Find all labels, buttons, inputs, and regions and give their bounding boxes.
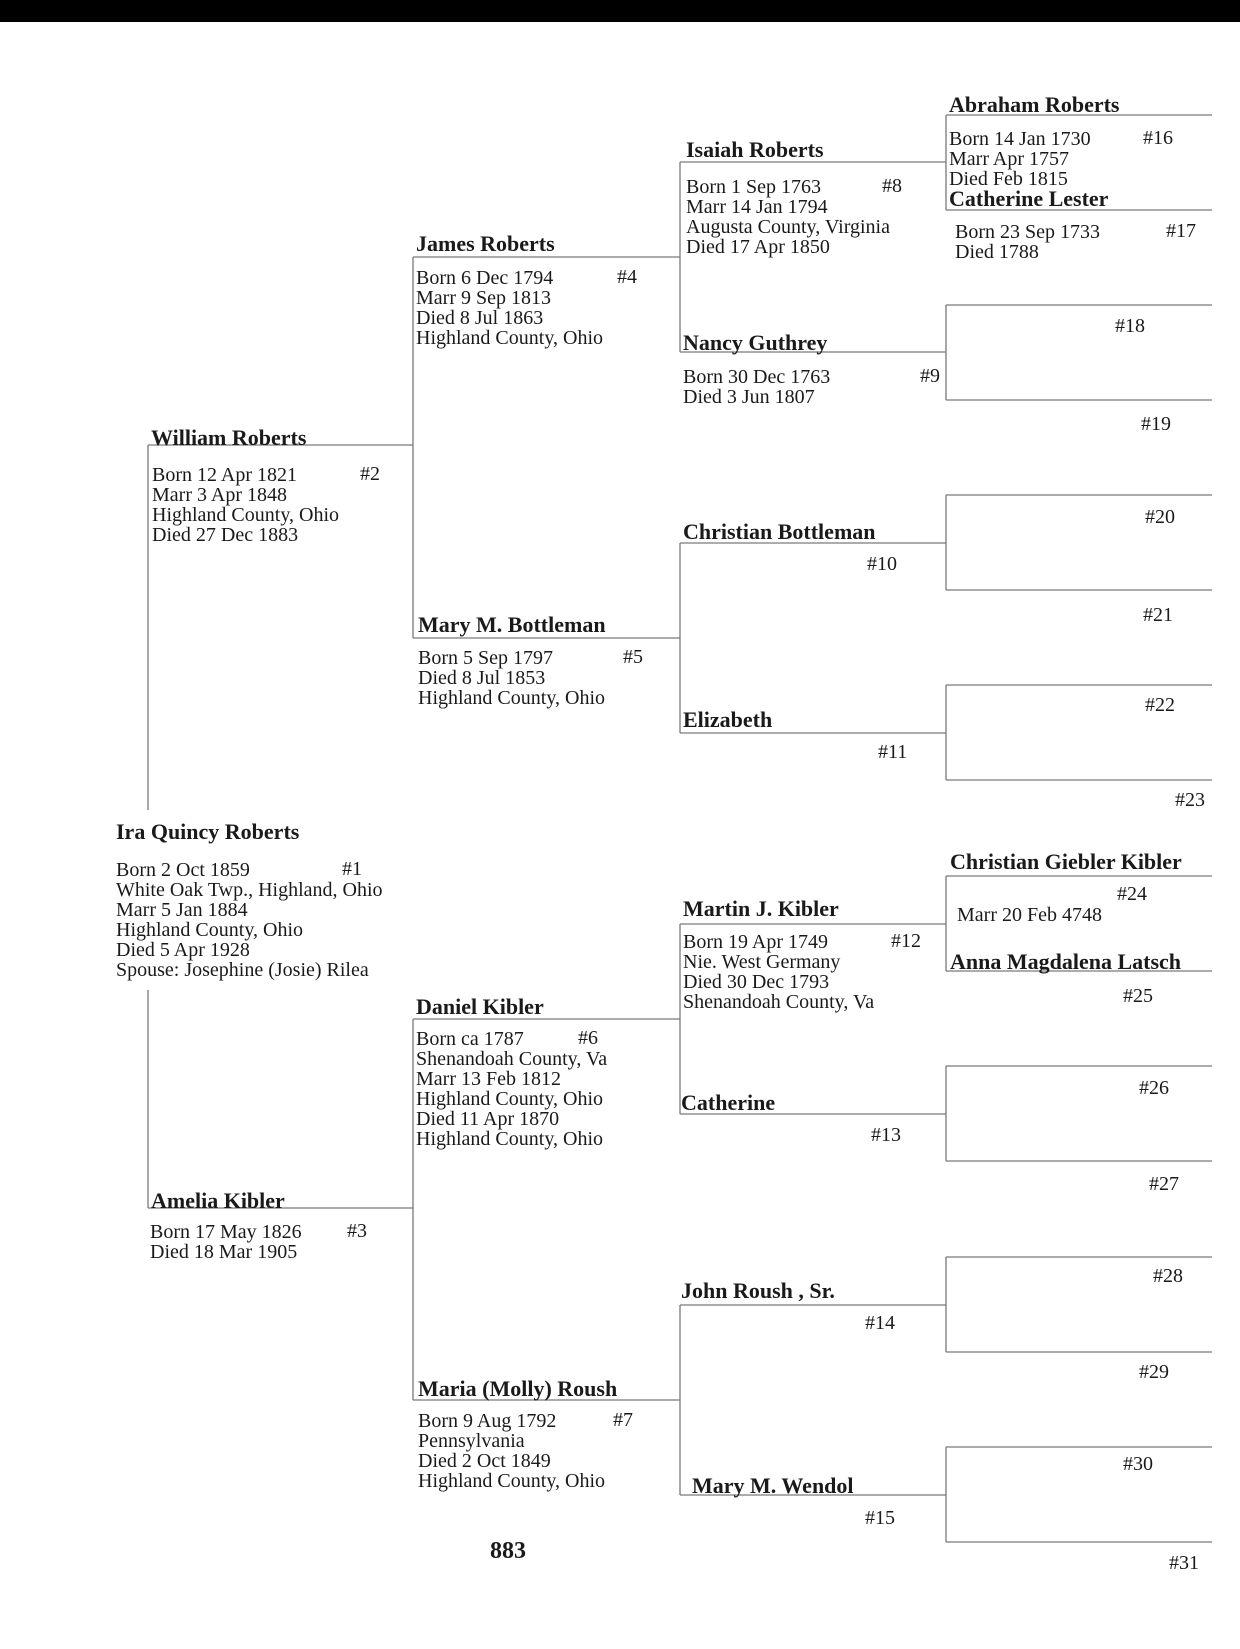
person-6-marriage-place: Highland County, Ohio bbox=[416, 1088, 604, 1110]
person-25-number: #25 bbox=[1123, 985, 1153, 1007]
person-16-number: #16 bbox=[1143, 127, 1173, 149]
person-10-number: #10 bbox=[867, 553, 897, 575]
person-1-died: Died 5 Apr 1928 bbox=[116, 939, 250, 961]
slot-20-number: #20 bbox=[1145, 506, 1175, 528]
slot-30-number: #30 bbox=[1123, 1453, 1153, 1475]
person-12-birthplace: Nie. West Germany bbox=[683, 951, 841, 973]
person-6-born: Born ca 1787 bbox=[416, 1028, 524, 1050]
person-1-name: Ira Quincy Roberts bbox=[116, 819, 300, 844]
slot-26-number: #26 bbox=[1139, 1077, 1169, 1099]
person-16-name: Abraham Roberts bbox=[949, 92, 1120, 117]
person-6-married: Marr 13 Feb 1812 bbox=[416, 1068, 561, 1090]
person-12-born: Born 19 Apr 1749 bbox=[683, 931, 828, 953]
person-24-married: Marr 20 Feb 4748 bbox=[957, 904, 1102, 926]
person-1-married: Marr 5 Jan 1884 bbox=[116, 899, 248, 921]
person-24-name: Christian Giebler Kibler bbox=[950, 849, 1182, 874]
person-16-married: Marr Apr 1757 bbox=[949, 148, 1069, 170]
person-11-number: #11 bbox=[878, 741, 908, 763]
person-8-number: #8 bbox=[882, 175, 902, 197]
person-17-name: Catherine Lester bbox=[949, 186, 1109, 211]
slot-19-number: #19 bbox=[1141, 413, 1171, 435]
person-1-spouse: Spouse: Josephine (Josie) Rilea bbox=[116, 959, 369, 981]
page-number: 883 bbox=[490, 1538, 526, 1564]
slot-18-number: #18 bbox=[1115, 315, 1145, 337]
person-2-name: William Roberts bbox=[151, 425, 307, 450]
person-2-died: Died 27 Dec 1883 bbox=[152, 524, 299, 546]
person-15-number: #15 bbox=[865, 1507, 895, 1529]
person-5-death-place: Highland County, Ohio bbox=[418, 687, 606, 709]
person-4-born: Born 6 Dec 1794 bbox=[416, 267, 554, 289]
person-6-death-place: Highland County, Ohio bbox=[416, 1128, 604, 1150]
person-16-died: Died Feb 1815 bbox=[949, 168, 1068, 190]
person-17-born: Born 23 Sep 1733 bbox=[955, 221, 1100, 243]
person-5-born: Born 5 Sep 1797 bbox=[418, 647, 553, 669]
person-1-born: Born 2 Oct 1859 bbox=[116, 859, 250, 881]
person-7-birthplace: Pennsylvania bbox=[418, 1430, 525, 1452]
slot-22-number: #22 bbox=[1145, 694, 1175, 716]
person-1-number: #1 bbox=[342, 858, 362, 880]
person-11-name: Elizabeth bbox=[683, 707, 773, 732]
slot-28-number: #28 bbox=[1153, 1265, 1183, 1287]
slot-27-number: #27 bbox=[1149, 1173, 1179, 1195]
person-3-died: Died 18 Mar 1905 bbox=[150, 1241, 298, 1263]
person-8-name: Isaiah Roberts bbox=[686, 137, 824, 162]
person-2-marriage-place: Highland County, Ohio bbox=[152, 504, 340, 526]
person-25-name: Anna Magdalena Latsch bbox=[950, 949, 1182, 974]
person-4-number: #4 bbox=[617, 266, 637, 288]
person-15-name: Mary M. Wendol bbox=[692, 1473, 854, 1498]
slot-23-number: #23 bbox=[1175, 789, 1205, 811]
person-17-number: #17 bbox=[1166, 220, 1196, 242]
person-8-born: Born 1 Sep 1763 bbox=[686, 176, 821, 198]
person-7-death-place: Highland County, Ohio bbox=[418, 1470, 606, 1492]
person-9-name: Nancy Guthrey bbox=[683, 330, 828, 355]
person-6-died: Died 11 Apr 1870 bbox=[416, 1108, 560, 1130]
person-7-died: Died 2 Oct 1849 bbox=[418, 1450, 551, 1472]
person-7-number: #7 bbox=[613, 1409, 633, 1431]
person-13-number: #13 bbox=[871, 1124, 901, 1146]
person-14-name: John Roush , Sr. bbox=[681, 1278, 835, 1303]
person-13-name: Catherine bbox=[681, 1090, 776, 1115]
person-12-number: #12 bbox=[891, 930, 921, 952]
slot-21-number: #21 bbox=[1143, 604, 1173, 626]
person-3-born: Born 17 May 1826 bbox=[150, 1221, 302, 1243]
person-4-married: Marr 9 Sep 1813 bbox=[416, 287, 551, 309]
person-6-birthplace: Shenandoah County, Va bbox=[416, 1048, 608, 1070]
person-4-death-place: Highland County, Ohio bbox=[416, 327, 604, 349]
person-12-died: Died 30 Dec 1793 bbox=[683, 971, 830, 993]
person-7-born: Born 9 Aug 1792 bbox=[418, 1410, 557, 1432]
person-5-number: #5 bbox=[623, 646, 643, 668]
person-3-name: Amelia Kibler bbox=[151, 1188, 285, 1213]
person-2-born: Born 12 Apr 1821 bbox=[152, 464, 297, 486]
person-6-number: #6 bbox=[578, 1027, 598, 1049]
person-12-name: Martin J. Kibler bbox=[683, 896, 839, 921]
person-10-name: Christian Bottleman bbox=[683, 519, 876, 544]
person-24-number: #24 bbox=[1117, 883, 1147, 905]
person-5-died: Died 8 Jul 1853 bbox=[418, 667, 546, 689]
person-6-name: Daniel Kibler bbox=[416, 994, 544, 1019]
person-1-birthplace: White Oak Twp., Highland, Ohio bbox=[116, 879, 383, 901]
person-2-number: #2 bbox=[360, 463, 380, 485]
person-8-died: Died 17 Apr 1850 bbox=[686, 236, 830, 258]
slot-29-number: #29 bbox=[1139, 1361, 1169, 1383]
person-8-marriage-place: Augusta County, Virginia bbox=[686, 216, 890, 238]
person-7-name: Maria (Molly) Roush bbox=[418, 1376, 618, 1401]
slot-31-number: #31 bbox=[1169, 1552, 1199, 1574]
person-9-number: #9 bbox=[920, 365, 940, 387]
person-2-married: Marr 3 Apr 1848 bbox=[152, 484, 287, 506]
person-9-died: Died 3 Jun 1807 bbox=[683, 386, 815, 408]
person-9-born: Born 30 Dec 1763 bbox=[683, 366, 831, 388]
person-5-name: Mary M. Bottleman bbox=[418, 612, 606, 637]
person-16-born: Born 14 Jan 1730 bbox=[949, 128, 1091, 150]
person-1-marriage-place: Highland County, Ohio bbox=[116, 919, 304, 941]
person-4-died: Died 8 Jul 1863 bbox=[416, 307, 544, 329]
person-4-name: James Roberts bbox=[416, 231, 555, 256]
person-17-died: Died 1788 bbox=[955, 241, 1039, 263]
person-12-death-place: Shenandoah County, Va bbox=[683, 991, 875, 1013]
person-8-married: Marr 14 Jan 1794 bbox=[686, 196, 828, 218]
person-3-number: #3 bbox=[347, 1220, 367, 1242]
person-14-number: #14 bbox=[865, 1312, 895, 1334]
